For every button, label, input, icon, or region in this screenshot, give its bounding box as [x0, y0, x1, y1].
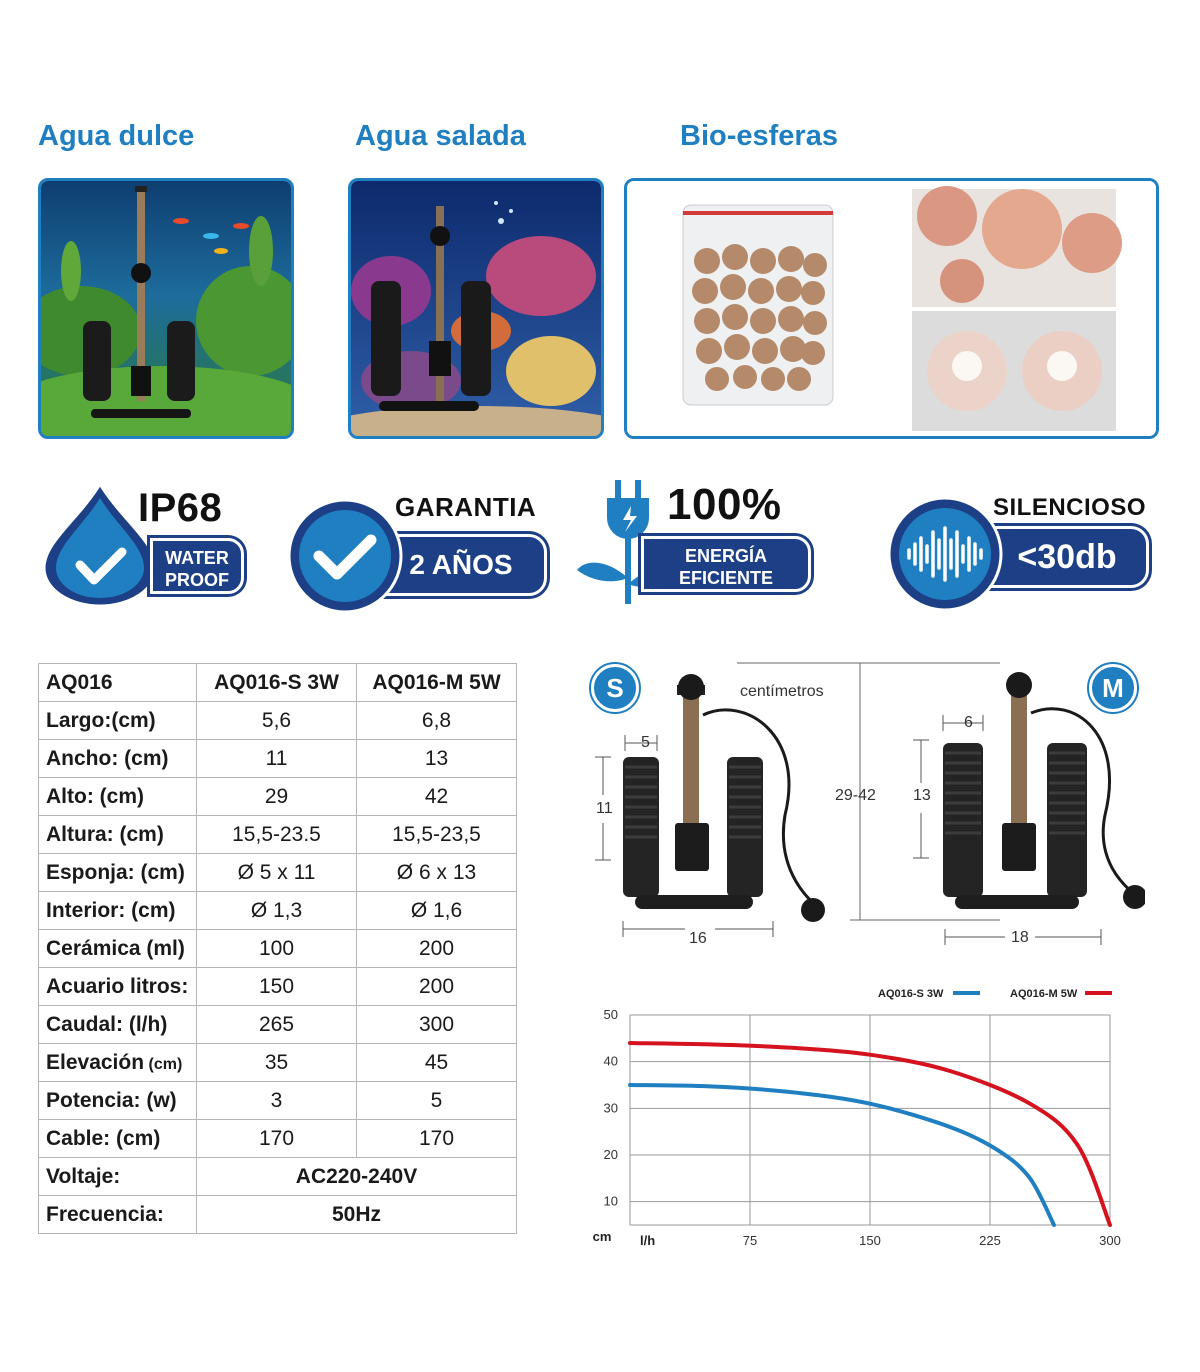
- s-sponge-width: 5: [641, 734, 650, 751]
- spec-value: 170: [357, 1120, 517, 1158]
- spec-value-voltage: AC220-240V: [197, 1158, 517, 1196]
- spec-value: 6,8: [357, 702, 517, 740]
- spec-value: 170: [197, 1120, 357, 1158]
- spec-value: 13: [357, 740, 517, 778]
- fresh-water-photo: [38, 178, 294, 439]
- waterproof-line1: WATER: [165, 548, 229, 568]
- spec-header-cell: AQ016: [39, 664, 197, 702]
- spec-row: [39, 1044, 517, 1082]
- silent-title: SILENCIOSO: [993, 494, 1147, 521]
- spec-label: Cable: (cm): [39, 1120, 197, 1158]
- spec-value: Ø 6 x 13: [357, 854, 517, 892]
- flow-chart-plot: [590, 985, 1150, 1255]
- spec-label: Acuario litros:: [39, 968, 197, 1006]
- spec-value: Ø 1,3: [197, 892, 357, 930]
- spec-row: [39, 778, 517, 816]
- warranty-value: 2 AÑOS: [375, 534, 547, 596]
- s-total-width: 16: [689, 930, 707, 947]
- spec-row: [39, 1006, 517, 1044]
- energy-line1: ENERGÍA: [684, 546, 767, 566]
- filter-diagram-drawing: [585, 655, 1145, 955]
- spec-value: 265: [197, 1006, 357, 1044]
- spec-label: Alto: (cm): [39, 778, 197, 816]
- chart-x-tick-label: 75: [742, 1233, 758, 1248]
- spec-value: 100: [197, 930, 357, 968]
- spec-label: Largo:(cm): [39, 702, 197, 740]
- spec-row: [39, 1120, 517, 1158]
- bio-spheres-photo: [624, 178, 1159, 439]
- spec-header-cell: AQ016-M 5W: [357, 664, 517, 702]
- energy-title: 100%: [667, 480, 782, 529]
- ip68-title: IP68: [138, 486, 223, 530]
- badge-silent: [885, 490, 1160, 615]
- spec-value: 15,5-23.5: [197, 816, 357, 854]
- spec-value: 35: [197, 1044, 357, 1082]
- silent-value: <30db: [985, 526, 1149, 588]
- sound-wave-icon: [885, 494, 1005, 614]
- spec-row: [39, 740, 517, 778]
- spec-table: [38, 663, 517, 1234]
- size-m-label: M: [1102, 673, 1124, 703]
- units-label: centímetros: [740, 683, 824, 700]
- height-range: 29-42: [835, 787, 876, 804]
- spec-label: Interior: (cm): [39, 892, 197, 930]
- spec-row-voltage: [39, 1158, 517, 1196]
- spec-value: 15,5-23,5: [357, 816, 517, 854]
- chart-legend-label: AQ016-M 5W: [1010, 988, 1078, 1000]
- energy-label: [641, 536, 811, 592]
- chart-y-tick-label: 20: [603, 1147, 618, 1162]
- waterproof-line2: PROOF: [164, 570, 229, 590]
- heading-bio-spheres: Bio-esferas: [680, 120, 838, 152]
- elevation-unit: (cm): [144, 1055, 183, 1073]
- spec-label: Elevación (cm): [39, 1044, 197, 1082]
- heading-salt-water: Agua salada: [355, 120, 526, 152]
- chart-x-axis-label: l/h: [640, 1233, 656, 1248]
- spec-value: 29: [197, 778, 357, 816]
- spec-row: [39, 854, 517, 892]
- m-sponge-height: 13: [913, 787, 931, 804]
- spec-value-frequency: 50Hz: [197, 1196, 517, 1234]
- spec-label: Potencia: (w): [39, 1082, 197, 1120]
- chart-x-tick-label: 150: [859, 1233, 881, 1248]
- spec-value: 11: [197, 740, 357, 778]
- spec-label: Ancho: (cm): [39, 740, 197, 778]
- spec-row: [39, 1082, 517, 1120]
- energy-line2: EFICIENTE: [678, 568, 773, 588]
- chart-y-tick-label: 10: [603, 1193, 618, 1209]
- spec-label: Voltaje:: [39, 1158, 197, 1196]
- badge-warranty: [285, 490, 555, 610]
- spec-label: Cerámica (ml): [39, 930, 197, 968]
- spec-label: Esponja: (cm): [39, 854, 197, 892]
- spec-value: 5: [357, 1082, 517, 1120]
- spec-row: [39, 816, 517, 854]
- waterproof-label: [150, 538, 244, 594]
- spec-value: Ø 5 x 11: [197, 854, 357, 892]
- spec-label: Caudal: (l/h): [39, 1006, 197, 1044]
- spec-value: 5,6: [197, 702, 357, 740]
- spec-row: [39, 968, 517, 1006]
- chart-y-tick-label: 30: [603, 1100, 618, 1116]
- m-sponge-width: 6: [964, 714, 973, 731]
- spec-row-frequency: [39, 1196, 517, 1234]
- spec-header-row: [39, 664, 517, 702]
- badge-energy: [575, 478, 820, 608]
- spec-value: 42: [357, 778, 517, 816]
- spec-value: 3: [197, 1082, 357, 1120]
- spec-value: 45: [357, 1044, 517, 1082]
- spec-row: [39, 892, 517, 930]
- dimension-diagram: [585, 655, 1145, 955]
- chart-legend-label: AQ016-S 3W: [878, 988, 944, 1000]
- spec-value: 200: [357, 968, 517, 1006]
- chart-y-axis-label: cm: [592, 1229, 612, 1244]
- checkmark-circle-icon: [285, 496, 405, 616]
- flow-chart: [590, 985, 1150, 1255]
- spec-value: 200: [357, 930, 517, 968]
- chart-x-tick-label: 225: [979, 1233, 1001, 1248]
- spec-value: 150: [197, 968, 357, 1006]
- spec-value: 300: [357, 1006, 517, 1044]
- spec-label: Altura: (cm): [39, 816, 197, 854]
- salt-water-photo: [348, 178, 604, 439]
- s-sponge-height: 11: [596, 800, 613, 817]
- warranty-title: GARANTIA: [395, 492, 537, 522]
- size-s-label: S: [606, 673, 624, 703]
- spec-value: Ø 1,6: [357, 892, 517, 930]
- spec-header-cell: AQ016-S 3W: [197, 664, 357, 702]
- spec-row: [39, 702, 517, 740]
- chart-x-tick-label: 300: [1099, 1233, 1121, 1248]
- chart-y-tick-label: 50: [603, 1007, 618, 1022]
- m-total-width: 18: [1011, 929, 1029, 946]
- heading-fresh-water: Agua dulce: [38, 120, 195, 152]
- chart-y-tick-label: 40: [603, 1053, 618, 1069]
- spec-label: Frecuencia:: [39, 1196, 197, 1234]
- spec-row: [39, 930, 517, 968]
- badge-waterproof: [38, 480, 253, 610]
